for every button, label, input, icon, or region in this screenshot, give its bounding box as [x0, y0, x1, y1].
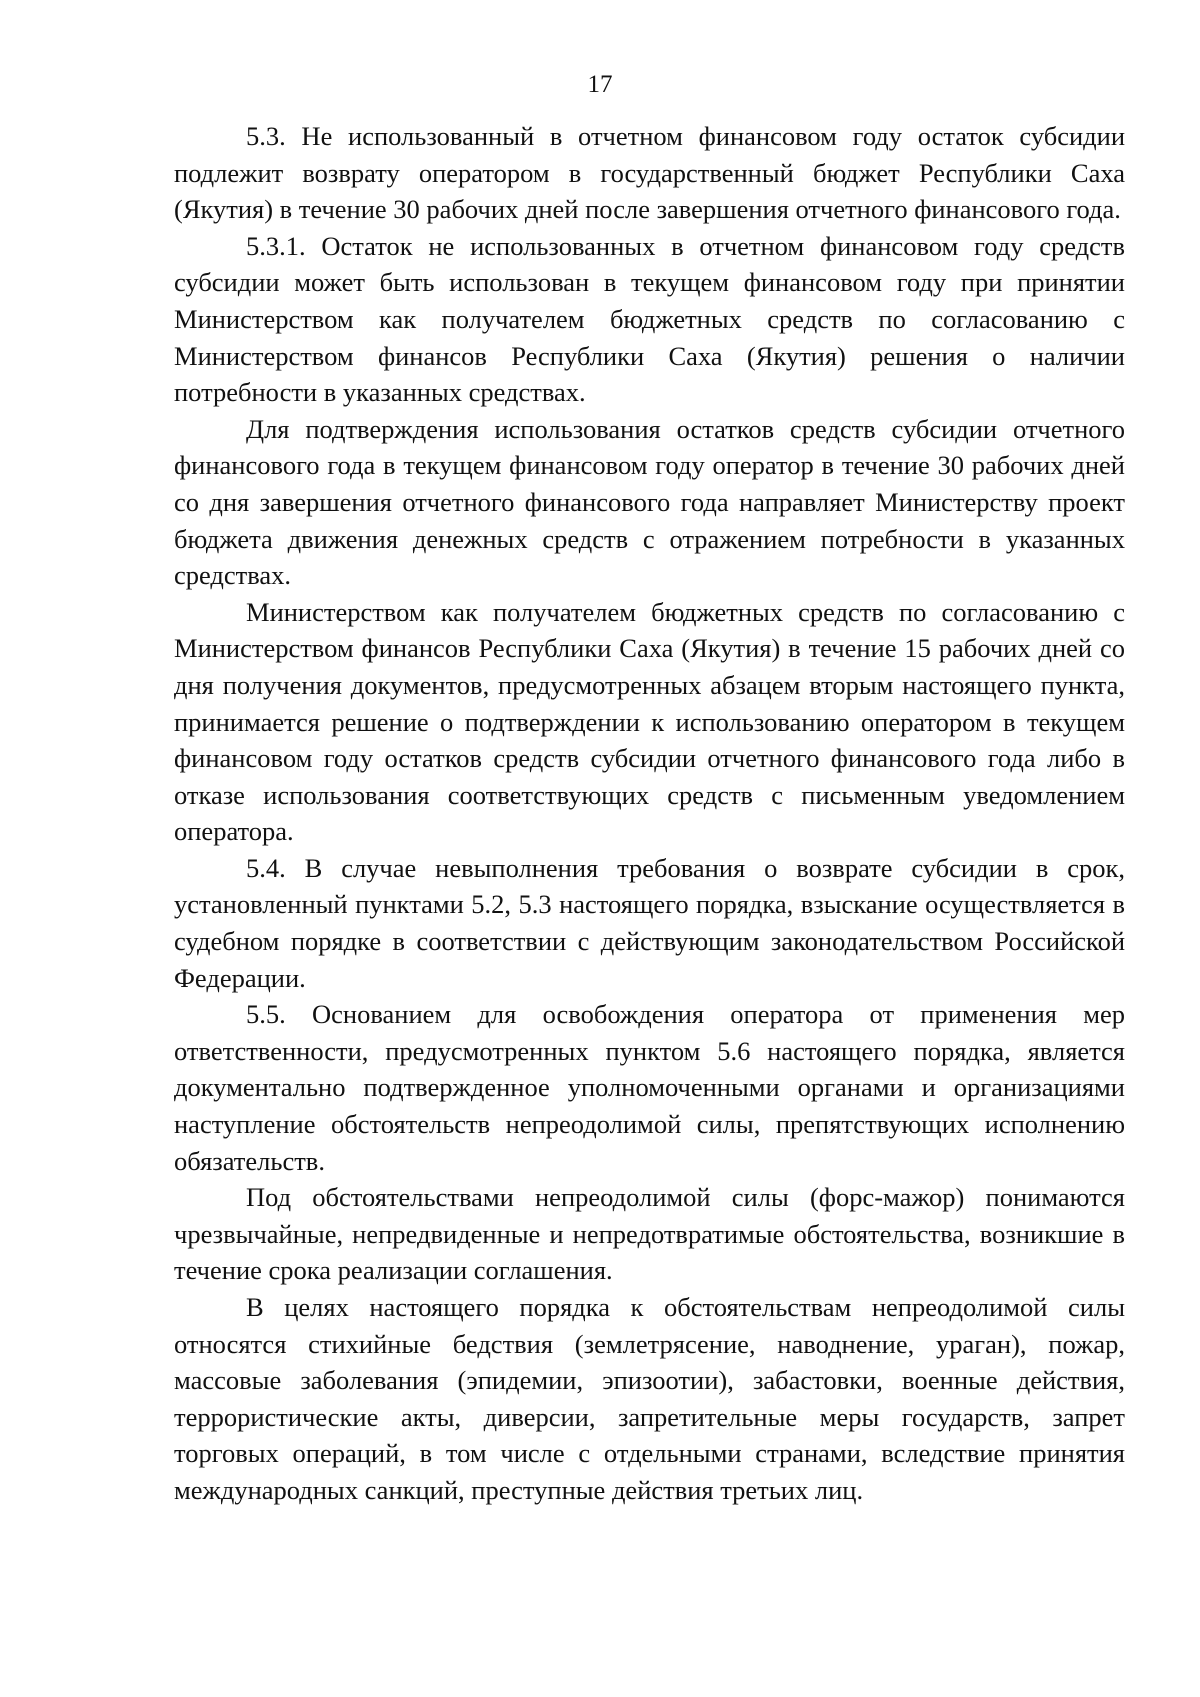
paragraph-confirmation: Для подтверждения использования остатков средств субсидии отчетного финансового года в текущем финансовом году оператор в течение 30 рабочих дней со дня завершения отчетного финансового года направляет Министерству проект бюджета движения денежных средств с отражением потребности в указанных средствах. — [174, 413, 1125, 591]
paragraph-5-3: 5.3. Не использованный в отчетном финансовом году остаток субсидии подлежит возврату оператором в государственный бюджет Республики Саха (Якутия) в течение 30 рабочих дней после завершения отчетного финансового года. — [174, 121, 1125, 225]
paragraph-ministry-decision: Министерством как получателем бюджетных средств по согласованию с Министерством финансов Республики Саха (Якутия) в течение 15 рабочих дней со дня получения документов, предусмотренных абзацем вторым настоящего пункта, принимается решение о подтверждении к использованию оператором в текущем финансовом году остатков средств субсидии отчетного финансового года либо в отказе использования соответствующих средств с письменным уведомлением оператора. — [174, 596, 1125, 847]
paragraph-force-majeure-list: В целях настоящего порядка к обстоятельствам непреодолимой силы относятся стихийные бедствия (землетрясение, наводнение, ураган), пожар, массовые заболевания (эпидемии, эпизоотии), забастовки, военные действия, террористические акты, диверсии, запретительные меры государств, запрет торговых операций, в том числе с отдельными странами, вследствие принятия международных санкций, преступные действия третьих лиц. — [174, 1292, 1125, 1505]
paragraph-5-3-1: 5.3.1. Остаток не использованных в отчетном финансовом году средств субсидии может быть использован в текущем финансовом году при принятии Министерством как получателем бюджетных средств по согласованию с Министерством финансов Республики Саха (Якутия) решения о наличии потребности в указанных средствах. — [174, 230, 1125, 408]
document-body — [174, 118, 1125, 1509]
paragraph-5-4: 5.4. В случае невыполнения требования о возврате субсидии в срок, установленный пунктами 5.2, 5.3 настоящего порядка, взыскание осуществляется в судебном порядке в соответствии с действующим законодательством Российской Федерации. — [174, 852, 1125, 993]
page-number: 17 — [587, 71, 613, 98]
paragraph-5-5: 5.5. Основанием для освобождения оператора от применения мер ответственности, предусмотренных пунктом 5.6 настоящего порядка, является документально подтвержденное уполномоченными органами и организациями наступление обстоятельств непреодолимой силы, препятствующих исполнению обязательств. — [174, 999, 1125, 1176]
paragraph-force-majeure-definition: Под обстоятельствами непреодолимой силы (форс-мажор) понимаются чрезвычайные, непредвиденные и непредотвратимые обстоятельства, возникшие в течение срока реализации соглашения. — [174, 1182, 1125, 1286]
